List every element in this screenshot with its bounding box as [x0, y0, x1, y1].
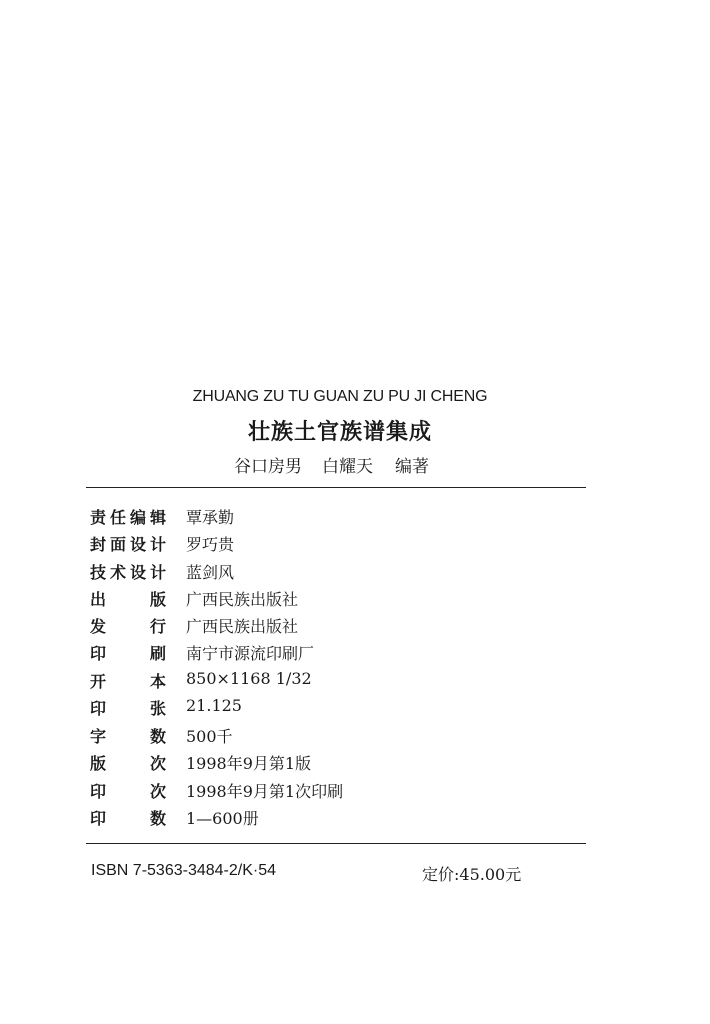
info-value: 21.125 [186, 696, 242, 715]
info-value: 覃承勤 [186, 508, 235, 527]
info-label: 封面设计 [90, 535, 166, 554]
info-label: 出版 [90, 590, 166, 609]
info-label: 开本 [90, 672, 166, 691]
info-label: 技术设计 [90, 563, 166, 582]
info-label: 印刷 [90, 644, 166, 663]
info-value: 蓝剑风 [186, 563, 235, 582]
info-value: 广西民族出版社 [186, 590, 299, 609]
author-role: 编著 [395, 457, 429, 477]
book-title: 壮族土官族谱集成 [247, 420, 432, 445]
divider-top [86, 487, 586, 488]
info-label: 印数 [90, 809, 166, 828]
info-value: 南宁市源流印刷厂 [186, 644, 315, 663]
info-label: 印张 [90, 699, 166, 718]
divider-bottom [86, 843, 586, 844]
info-label: 印次 [90, 782, 166, 801]
info-value: 850×1168 1/32 [186, 669, 312, 688]
info-value: 1998年9月第1版 [186, 754, 312, 773]
author-name: 谷口房男 [234, 457, 302, 477]
pinyin-title: ZHUANG ZU TU GUAN ZU PU JI CHENG [192, 388, 488, 405]
info-label: 版次 [90, 754, 166, 773]
info-value: 1998年9月第1次印刷 [186, 782, 344, 801]
info-value: 1—600册 [186, 809, 259, 828]
info-value: 广西民族出版社 [186, 617, 299, 636]
author-line [234, 452, 429, 477]
info-label: 字数 [90, 727, 166, 746]
author-name: 白耀天 [322, 457, 373, 477]
isbn: ISBN 7-5363-3484-2/K·54 [91, 862, 276, 879]
info-label: 责任编辑 [90, 508, 166, 527]
info-value: 500千 [186, 727, 233, 746]
info-label: 发行 [90, 617, 166, 636]
price: 定价:45.00元 [422, 865, 522, 884]
info-value: 罗巧贵 [186, 535, 235, 554]
